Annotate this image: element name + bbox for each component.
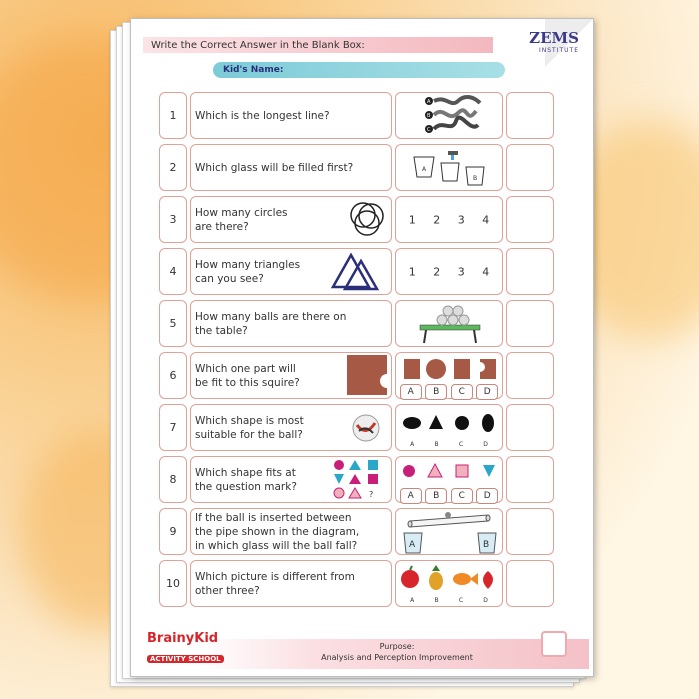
question-text: Which glass will be filled first? — [195, 161, 354, 174]
option-c: C — [458, 441, 464, 448]
question-text: Which shape is most suitable for the ball? — [195, 414, 304, 441]
option-number: 2 — [433, 213, 441, 226]
option-letters — [398, 384, 500, 400]
answer-box[interactable] — [506, 560, 554, 607]
triangles-icon — [331, 251, 381, 293]
option-d: D — [476, 384, 498, 400]
square-puzzle-icon — [345, 353, 389, 397]
question-cell — [190, 300, 392, 347]
table-with-balls-illustration — [396, 301, 502, 346]
option-c: C — [451, 384, 473, 400]
answer-box[interactable] — [506, 456, 554, 503]
options-cell — [395, 248, 503, 295]
purpose — [307, 641, 487, 663]
option-number: 3 — [457, 213, 465, 226]
answer-box[interactable] — [506, 300, 554, 347]
options-cell — [395, 508, 503, 555]
option-c: C — [451, 488, 473, 504]
option-label: A — [422, 166, 427, 173]
question-text: If the ball is inserted between the pipe shown in the diagram, in which glass will the ball fall? — [195, 511, 360, 552]
answer-box[interactable] — [506, 248, 554, 295]
shape-pattern-grid — [331, 457, 387, 501]
options-cell — [395, 352, 503, 399]
options-cell — [395, 196, 503, 243]
question-cell — [190, 248, 392, 295]
pipe-and-glasses-illustration — [396, 509, 502, 554]
option-letters — [398, 488, 500, 504]
answer-box[interactable] — [506, 92, 554, 139]
question-mark: ? — [369, 490, 374, 499]
question-cell — [190, 196, 392, 243]
logo-name: ZEMS — [529, 29, 579, 47]
question-cell — [190, 456, 392, 503]
fruit-and-fish-options — [396, 561, 502, 595]
option-number: 1 — [408, 265, 416, 278]
logo-sub: INSTITUTE — [538, 47, 579, 54]
question-cell — [190, 92, 392, 139]
option-a: A — [410, 441, 415, 448]
options-cell — [395, 92, 503, 139]
option-label: A — [409, 540, 416, 550]
option-label: B — [483, 540, 490, 550]
option-number: 2 — [433, 265, 441, 278]
option-number: 3 — [457, 265, 465, 278]
question-cell — [190, 144, 392, 191]
question-number: 8 — [159, 456, 187, 503]
option-b: B — [434, 597, 439, 604]
option-number: 1 — [408, 213, 416, 226]
brand-name: BrainyKid — [147, 631, 219, 646]
question-number: 2 — [159, 144, 187, 191]
shape-options — [396, 405, 502, 439]
option-b: B — [425, 488, 447, 504]
question-number: 5 — [159, 300, 187, 347]
question-text: Which is the longest line? — [195, 109, 330, 122]
glasses-illustration — [396, 145, 502, 190]
worksheet-page — [130, 18, 594, 677]
question-text: Which picture is different from other three? — [195, 570, 355, 597]
logo — [529, 29, 579, 54]
option-number: 4 — [482, 213, 490, 226]
option-label: A — [427, 99, 431, 105]
question-text: How many triangles can you see? — [195, 258, 301, 285]
question-number: 10 — [159, 560, 187, 607]
answer-box[interactable] — [506, 144, 554, 191]
brand-sub: ACTIVITY SCHOOL — [147, 655, 224, 663]
tangled-lines-illustration — [396, 93, 502, 138]
question-cell — [190, 560, 392, 607]
question-cell — [190, 404, 392, 451]
option-a: A — [410, 597, 415, 604]
option-number: 4 — [482, 265, 490, 278]
option-d: D — [476, 488, 498, 504]
question-cell — [190, 508, 392, 555]
option-letters — [400, 597, 498, 604]
puzzle-pieces-options — [396, 353, 502, 385]
question-number: 1 — [159, 92, 187, 139]
purpose-text: Analysis and Perception Improvement — [321, 653, 473, 662]
purpose-label: Purpose: — [379, 642, 415, 651]
question-text: Which shape fits at the question mark? — [195, 466, 297, 493]
question-number: 3 — [159, 196, 187, 243]
options-cell — [395, 404, 503, 451]
option-a: A — [400, 384, 422, 400]
question-number: 7 — [159, 404, 187, 451]
name-label: Kid's Name: — [223, 65, 284, 75]
option-label: C — [427, 127, 431, 133]
question-text: How many balls are there on the table? — [195, 310, 347, 337]
question-text: Which one part will be fit to this squire? — [195, 362, 300, 389]
brand-logo — [147, 631, 224, 665]
option-a: A — [400, 488, 422, 504]
score-box[interactable] — [541, 631, 567, 657]
option-d: D — [483, 597, 488, 604]
options-cell — [395, 144, 503, 191]
question-text: How many circles are there? — [195, 206, 288, 233]
number-options — [396, 265, 502, 278]
question-cell — [190, 352, 392, 399]
options-cell — [395, 300, 503, 347]
options-cell — [395, 456, 503, 503]
answer-box[interactable] — [506, 352, 554, 399]
options-cell — [395, 560, 503, 607]
option-b: B — [434, 441, 439, 448]
option-d: D — [483, 441, 488, 448]
option-label: B — [427, 113, 431, 119]
question-number: 6 — [159, 352, 187, 399]
instruction-text: Write the Correct Answer in the Blank Box: — [151, 40, 365, 51]
option-b: B — [425, 384, 447, 400]
overlapping-circles-icon — [347, 199, 387, 239]
shape-options — [396, 457, 502, 489]
question-number: 9 — [159, 508, 187, 555]
option-c: C — [458, 597, 464, 604]
option-label: B — [473, 175, 478, 182]
answer-box[interactable] — [506, 404, 554, 451]
answer-box[interactable] — [506, 196, 554, 243]
question-number: 4 — [159, 248, 187, 295]
number-options — [396, 213, 502, 226]
option-letters — [400, 441, 498, 448]
answer-box[interactable] — [506, 508, 554, 555]
ball-icon — [351, 413, 381, 443]
